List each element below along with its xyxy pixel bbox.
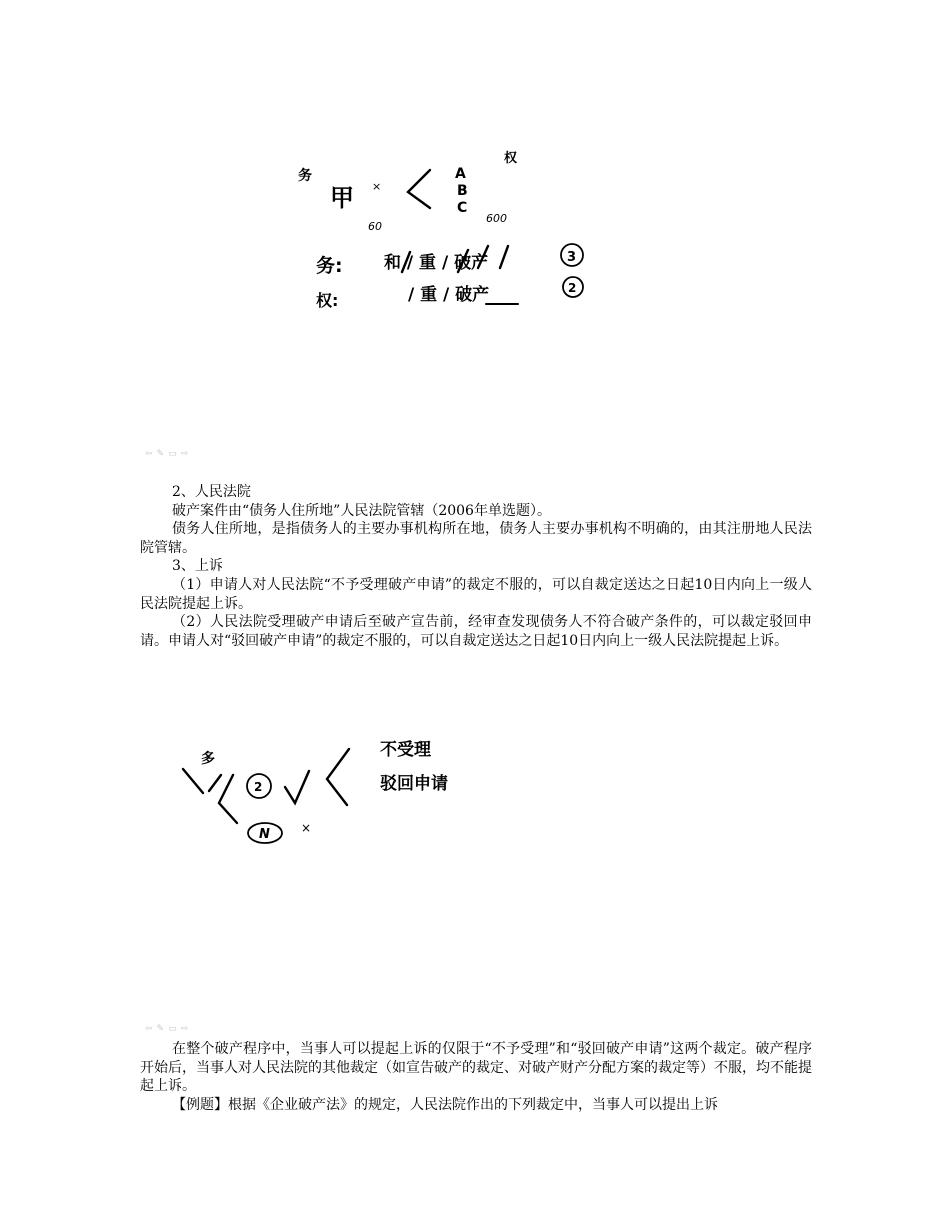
next-arrow-icon[interactable]: ⇨	[180, 449, 189, 459]
label-wu-top: 务	[298, 168, 312, 184]
menu-icon[interactable]: ▭	[168, 1024, 177, 1034]
label-bu-shou-li: 不受理	[380, 740, 431, 760]
label-duo: 多	[201, 751, 215, 767]
next-arrow-icon[interactable]: ⇨	[180, 1024, 189, 1034]
label-b: B	[457, 183, 468, 199]
row2-num: 2	[568, 281, 577, 295]
pen-icon[interactable]: ✎	[156, 1024, 165, 1034]
slide-nav-bar	[145, 449, 188, 459]
row1-num: 3	[567, 250, 577, 265]
label-a: A	[455, 166, 466, 182]
row1-label: 务:	[316, 255, 343, 277]
heading-appeal: 3、上诉	[172, 558, 223, 575]
text-section-2	[140, 1040, 812, 1114]
handwritten-sketch-1	[290, 140, 610, 320]
row2-items: / 重 / 破产	[408, 285, 490, 305]
paragraph-example: 【例题】根据《企业破产法》的规定，人民法院作出的下列裁定中，当事人可以提出上诉	[172, 1096, 718, 1113]
pen-icon[interactable]: ✎	[156, 449, 165, 459]
heading-people-court: 2、人民法院	[172, 484, 251, 500]
prev-arrow-icon[interactable]: ⇦	[145, 449, 153, 459]
row1-items: 和 / 重 / 破产	[384, 253, 489, 273]
label-n: N	[259, 827, 270, 842]
label-x-2: ×	[301, 821, 312, 835]
paragraph-appeal-1: （1）申请人对人民法院“不予受理破产申请”的裁定不服的，可以自裁定送达之日起10日内向上一级人民法院提起上诉。	[140, 576, 812, 612]
paragraph-domicile: 债务人住所地，是指债务人的主要办事机构所在地，债务人主要办事机构不明确的，由其注册地人民法院管辖。	[140, 521, 812, 556]
label-c: C	[457, 200, 468, 216]
handwritten-sketch-2	[175, 735, 485, 850]
text-section-1	[140, 483, 812, 650]
label-600: 600	[486, 212, 507, 225]
row2-label: 权:	[316, 291, 339, 310]
prev-arrow-icon[interactable]: ⇦	[145, 1024, 153, 1034]
slide-nav-bar-2	[145, 1024, 188, 1034]
paragraph-appeal-2: （2）人民法院受理破产申请后至破产宣告前，经审查发现债务人不符合破产条件的，可以裁定驳回申请。申请人对“驳回破产申请”的裁定不服的，可以自裁定送达之日起10日内向上一级人民法院提起上诉。	[140, 614, 812, 649]
label-2: 2	[254, 780, 263, 794]
label-quan-top: 权	[504, 151, 518, 166]
menu-icon[interactable]: ▭	[168, 449, 177, 459]
label-jia: 甲	[330, 184, 354, 212]
paragraph-appeal-limits: 在整个破产程序中，当事人可以提起上诉的仅限于“不予受理”和“驳回破产申请”这两个裁定。破产程序开始后，当事人对人民法院的其他裁定（如宣告破产的裁定、对破产财产分配方案的裁定等）不服，均不能提起上诉。	[140, 1041, 812, 1095]
label-bo-hui-shen-qing: 驳回申请	[380, 774, 448, 794]
label-60: 60	[368, 220, 382, 233]
label-x: ×	[372, 180, 382, 193]
paragraph-jurisdiction: 破产案件由“债务人住所地”人民法院管辖（2006年单选题）。	[172, 502, 551, 519]
